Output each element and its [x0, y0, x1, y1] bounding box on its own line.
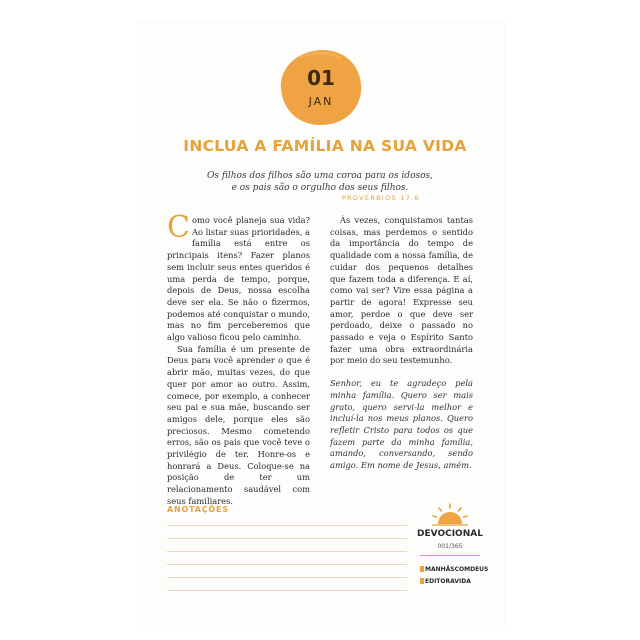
left-paragraph-1	[167, 210, 310, 344]
note-line[interactable]	[167, 577, 407, 578]
brand-code: 001/365	[437, 543, 463, 550]
right-paragraph-1: Às vezes, conquistamos tantas coisas, mas perdemos o sentido da importância do tempo de qualidade com a nossa família, de cuidar dos pequenos detalhes que fazem toda a diferença. E aí, como vai ser? Vire essa página a partir de agora! Expresse seu amor, perdoe o que deve ser perdoado, deixe o passado no passado e veja o Espírito Santo fazer uma obra extraordinária por meio do seu testemunho.	[330, 215, 473, 366]
brand-title: DEVOCIONAL	[417, 529, 483, 539]
right-column	[330, 215, 473, 472]
note-line[interactable]	[167, 538, 407, 539]
notes-label: ANOTAÇÕES	[167, 505, 229, 514]
verse-line-2: e os pais são o orgulho dos seus filhos.	[231, 183, 409, 193]
divider	[420, 555, 480, 556]
sun-icon	[430, 502, 470, 528]
page-title: INCLUA A FAMÍLIA NA SUA VIDA	[183, 137, 467, 155]
note-line[interactable]	[167, 551, 407, 552]
instagram-icon	[420, 578, 424, 584]
verse-reference: PROVÉRBIOS 17.6	[341, 194, 420, 202]
note-line[interactable]	[167, 525, 407, 526]
drop-cap: C	[167, 210, 190, 245]
date-day: 01	[307, 66, 335, 90]
left-paragraph-1-text: omo você planeja sua vida? Ao listar suas prioridades, a família está entre os principais itens? Fazer planos sem incluir seus entes queridos é uma perda de tempo, porque, depois de Deus, nossa escolha deve ser ela. Se não o fizermos, podemos até conquistar o mundo, mas no fim perceberemos que algo valioso ficou pelo caminho.	[167, 215, 310, 343]
prayer-text: Senhor, eu te agradeço pela minha família. Quero ser mais grato, quero servi-la melhor e incluí-la nos meus planos. Quero refletir Cristo para todos os que fazem parte da minha família, amando, conversando, sendo amigo. Em nome de Jesus, amém.	[330, 378, 473, 471]
note-line[interactable]	[167, 564, 407, 565]
social-handle-1: MANHÃSCOMDEUS	[420, 566, 488, 573]
left-column	[167, 210, 310, 508]
instagram-icon	[420, 566, 424, 572]
verse-text	[200, 170, 440, 194]
left-paragraph-2: Sua família é um presente de Deus para você aprender o que é abrir mão, muitas vezes, do que quer por amor ao outro. Assim, comece, por exemplo, a conhecer seu pai e sua mãe, buscando ser amigos dele, porque eles são preciosos. Mesmo cometendo erros, são os pais que você teve o privilégio de ter. Honre-os e honrará a Deus. Coloque-se na posição de ter um relacionamento saudável com seus familiares.	[167, 343, 310, 506]
social-handle-2: EDITORAVIDA	[420, 578, 471, 585]
note-line[interactable]	[167, 590, 407, 591]
verse-line-1: Os filhos dos filhos são uma coroa para os idosos,	[206, 171, 434, 181]
date-month: JAN	[308, 95, 334, 108]
